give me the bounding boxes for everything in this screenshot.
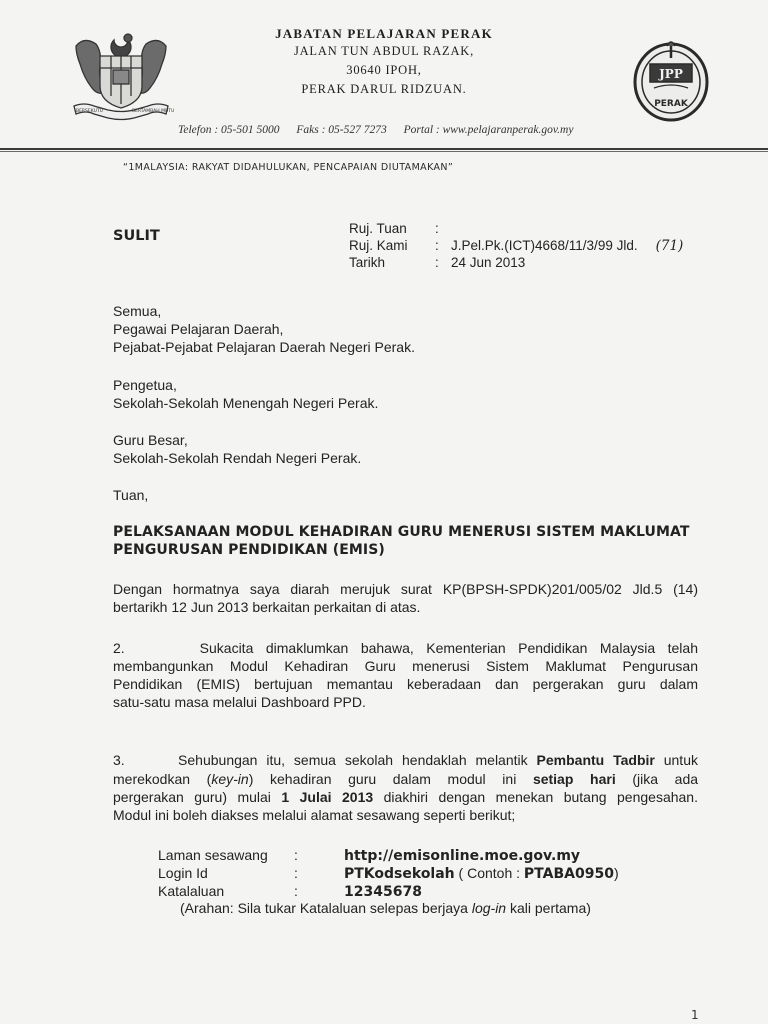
telefon: Telefon : 05-501 5000 xyxy=(178,124,280,136)
para3-l3a: pergerakan guru) mulai xyxy=(113,789,282,805)
recipient-line-2: Pegawai Pelajaran Daerah, xyxy=(113,321,284,337)
subject-title-line-2: PENGURUSAN PENDIDIKAN (EMIS) xyxy=(113,542,385,558)
cred-login-row xyxy=(158,865,619,882)
para3-l2a: merekodkan ( xyxy=(113,771,212,787)
login-label: Login Id xyxy=(158,865,208,881)
salutation: Tuan, xyxy=(113,487,149,503)
para3-line-4: Modul ini boleh diakses melalui alamat sesawang seperti berikut; xyxy=(113,807,516,823)
note-c: kali pertama) xyxy=(506,900,591,916)
para3-line-1 xyxy=(113,752,698,768)
note-b: log-in xyxy=(471,900,507,916)
para3-l3c: diakhiri dengan menekan butang pengesahan. xyxy=(373,789,698,805)
para1-line-2: bertarikh 12 Jun 2013 berkaitan perkaitan di atas. xyxy=(113,599,421,615)
para3-l1a: 3. Sehubungan itu, semua sekolah hendaklah melantik xyxy=(113,752,537,768)
recipient-line-1: Semua, xyxy=(113,303,162,319)
login-example-open: ( Contoh : xyxy=(454,865,524,881)
para3-l2c: ) kehadiran guru dalam modul ini xyxy=(248,771,533,787)
para2-line-2: membangunkan Modul Kehadiran Guru menerusi Sistem Maklumat Pengurusan xyxy=(113,658,698,674)
para3-line-2 xyxy=(113,771,698,787)
laman-colon: : xyxy=(294,847,298,863)
ruj-tuan-label: Ruj. Tuan xyxy=(349,221,407,236)
ruj-kami-handwritten: (71) xyxy=(655,238,684,254)
para2-line-3: Pendidikan (EMIS) bertujuan memantau keberadaan dan pergerakan guru dalam xyxy=(113,676,698,692)
cred-pass-row xyxy=(158,883,422,900)
faks: Faks : 05-527 7273 xyxy=(296,124,387,136)
recipient-line-4: Pengetua, xyxy=(113,377,177,393)
address-line-2: 30640 IPOH, xyxy=(346,63,422,77)
ref-ruj-tuan xyxy=(349,221,451,236)
para1-line-1: Dengan hormatnya saya diarah merujuk surat KP(BPSH-SPDK)201/005/02 Jld.5 (14) xyxy=(113,581,698,597)
seal-letters: JPP xyxy=(659,67,683,81)
para3-l2d: setiap hari xyxy=(532,771,616,787)
tarikh-label: Tarikh xyxy=(349,255,386,270)
login-colon: : xyxy=(294,865,298,881)
recipient-line-7: Sekolah-Sekolah Rendah Negeri Perak. xyxy=(113,450,362,466)
para3-line-3 xyxy=(113,789,698,805)
ref-tarikh xyxy=(349,255,525,270)
login-example-close: ) xyxy=(613,865,619,881)
ruj-kami-label: Ruj. Kami xyxy=(349,238,408,253)
page-number: 1 xyxy=(691,1008,699,1022)
subject-title-line-1: PELAKSANAAN MODUL KEHADIRAN GURU MENERUSI SISTEM MAKLUMAT xyxy=(113,524,690,540)
para2-line-4: satu-satu masa melalui Dashboard PPD. xyxy=(113,694,366,710)
pass-label: Katalaluan xyxy=(158,883,225,899)
note-a: (Arahan: Sila tukar Katalaluan selepas berjaya xyxy=(180,900,472,916)
ref-ruj-kami xyxy=(349,238,683,254)
letterhead-divider-thin xyxy=(0,151,768,152)
address-line-3: PERAK DARUL RIDZUAN. xyxy=(301,82,467,96)
portal: Portal : www.pelajaranperak.gov.my xyxy=(403,124,574,136)
ruj-kami-value: J.Pel.Pk.(ICT)4668/11/3/99 Jld. xyxy=(451,238,638,253)
address-line-1: JALAN TUN ABDUL RAZAK, xyxy=(293,44,475,58)
contact-line xyxy=(178,124,587,136)
crest-motto-left: BERSEKUTU xyxy=(76,109,103,114)
pass-colon: : xyxy=(294,883,298,899)
crest-motto-right: BERTAMBAH MUTU xyxy=(132,109,175,114)
letterhead-divider xyxy=(0,148,768,150)
para3-l3b: 1 Julai 2013 xyxy=(281,789,374,805)
laman-label: Laman sesawang xyxy=(158,847,268,863)
org-name: JABATAN PELAJARAN PERAK xyxy=(275,26,493,41)
recipient-line-5: Sekolah-Sekolah Menengah Negeri Perak. xyxy=(113,395,379,411)
seal-text: PERAK xyxy=(654,99,688,109)
slogan: “1MALAYSIA: RAKYAT DIDAHULUKAN, PENCAPAIAN DIUTAMAKAN” xyxy=(123,162,454,173)
login-value: PTKodsekolah xyxy=(344,866,455,882)
pass-value: 12345678 xyxy=(344,884,422,900)
tarikh-value: 24 Jun 2013 xyxy=(451,255,526,270)
cred-laman-row xyxy=(158,847,580,864)
para2-line-1: 2. Sukacita dimaklumkan bahawa, Kementerian Pendidikan Malaysia telah xyxy=(113,640,698,656)
para3-l1c: untuk xyxy=(654,752,698,768)
tarikh-colon: : xyxy=(435,255,439,270)
classification-label: SULIT xyxy=(113,228,160,244)
ruj-kami-colon: : xyxy=(435,238,439,253)
ruj-tuan-colon: : xyxy=(435,221,439,236)
password-note xyxy=(180,900,591,916)
para3-l2b: key-in xyxy=(211,771,249,787)
para3-l2e: (jika ada xyxy=(615,771,699,787)
recipient-line-3: Pejabat-Pejabat Pelajaran Daerah Negeri Perak. xyxy=(113,339,415,355)
department-seal-icon xyxy=(632,38,710,122)
login-example: PTABA0950 xyxy=(523,866,614,882)
para3-l1b: Pembantu Tadbir xyxy=(536,752,655,768)
laman-url-link[interactable]: http://emisonline.moe.gov.my xyxy=(344,848,581,864)
recipient-line-6: Guru Besar, xyxy=(113,432,188,448)
